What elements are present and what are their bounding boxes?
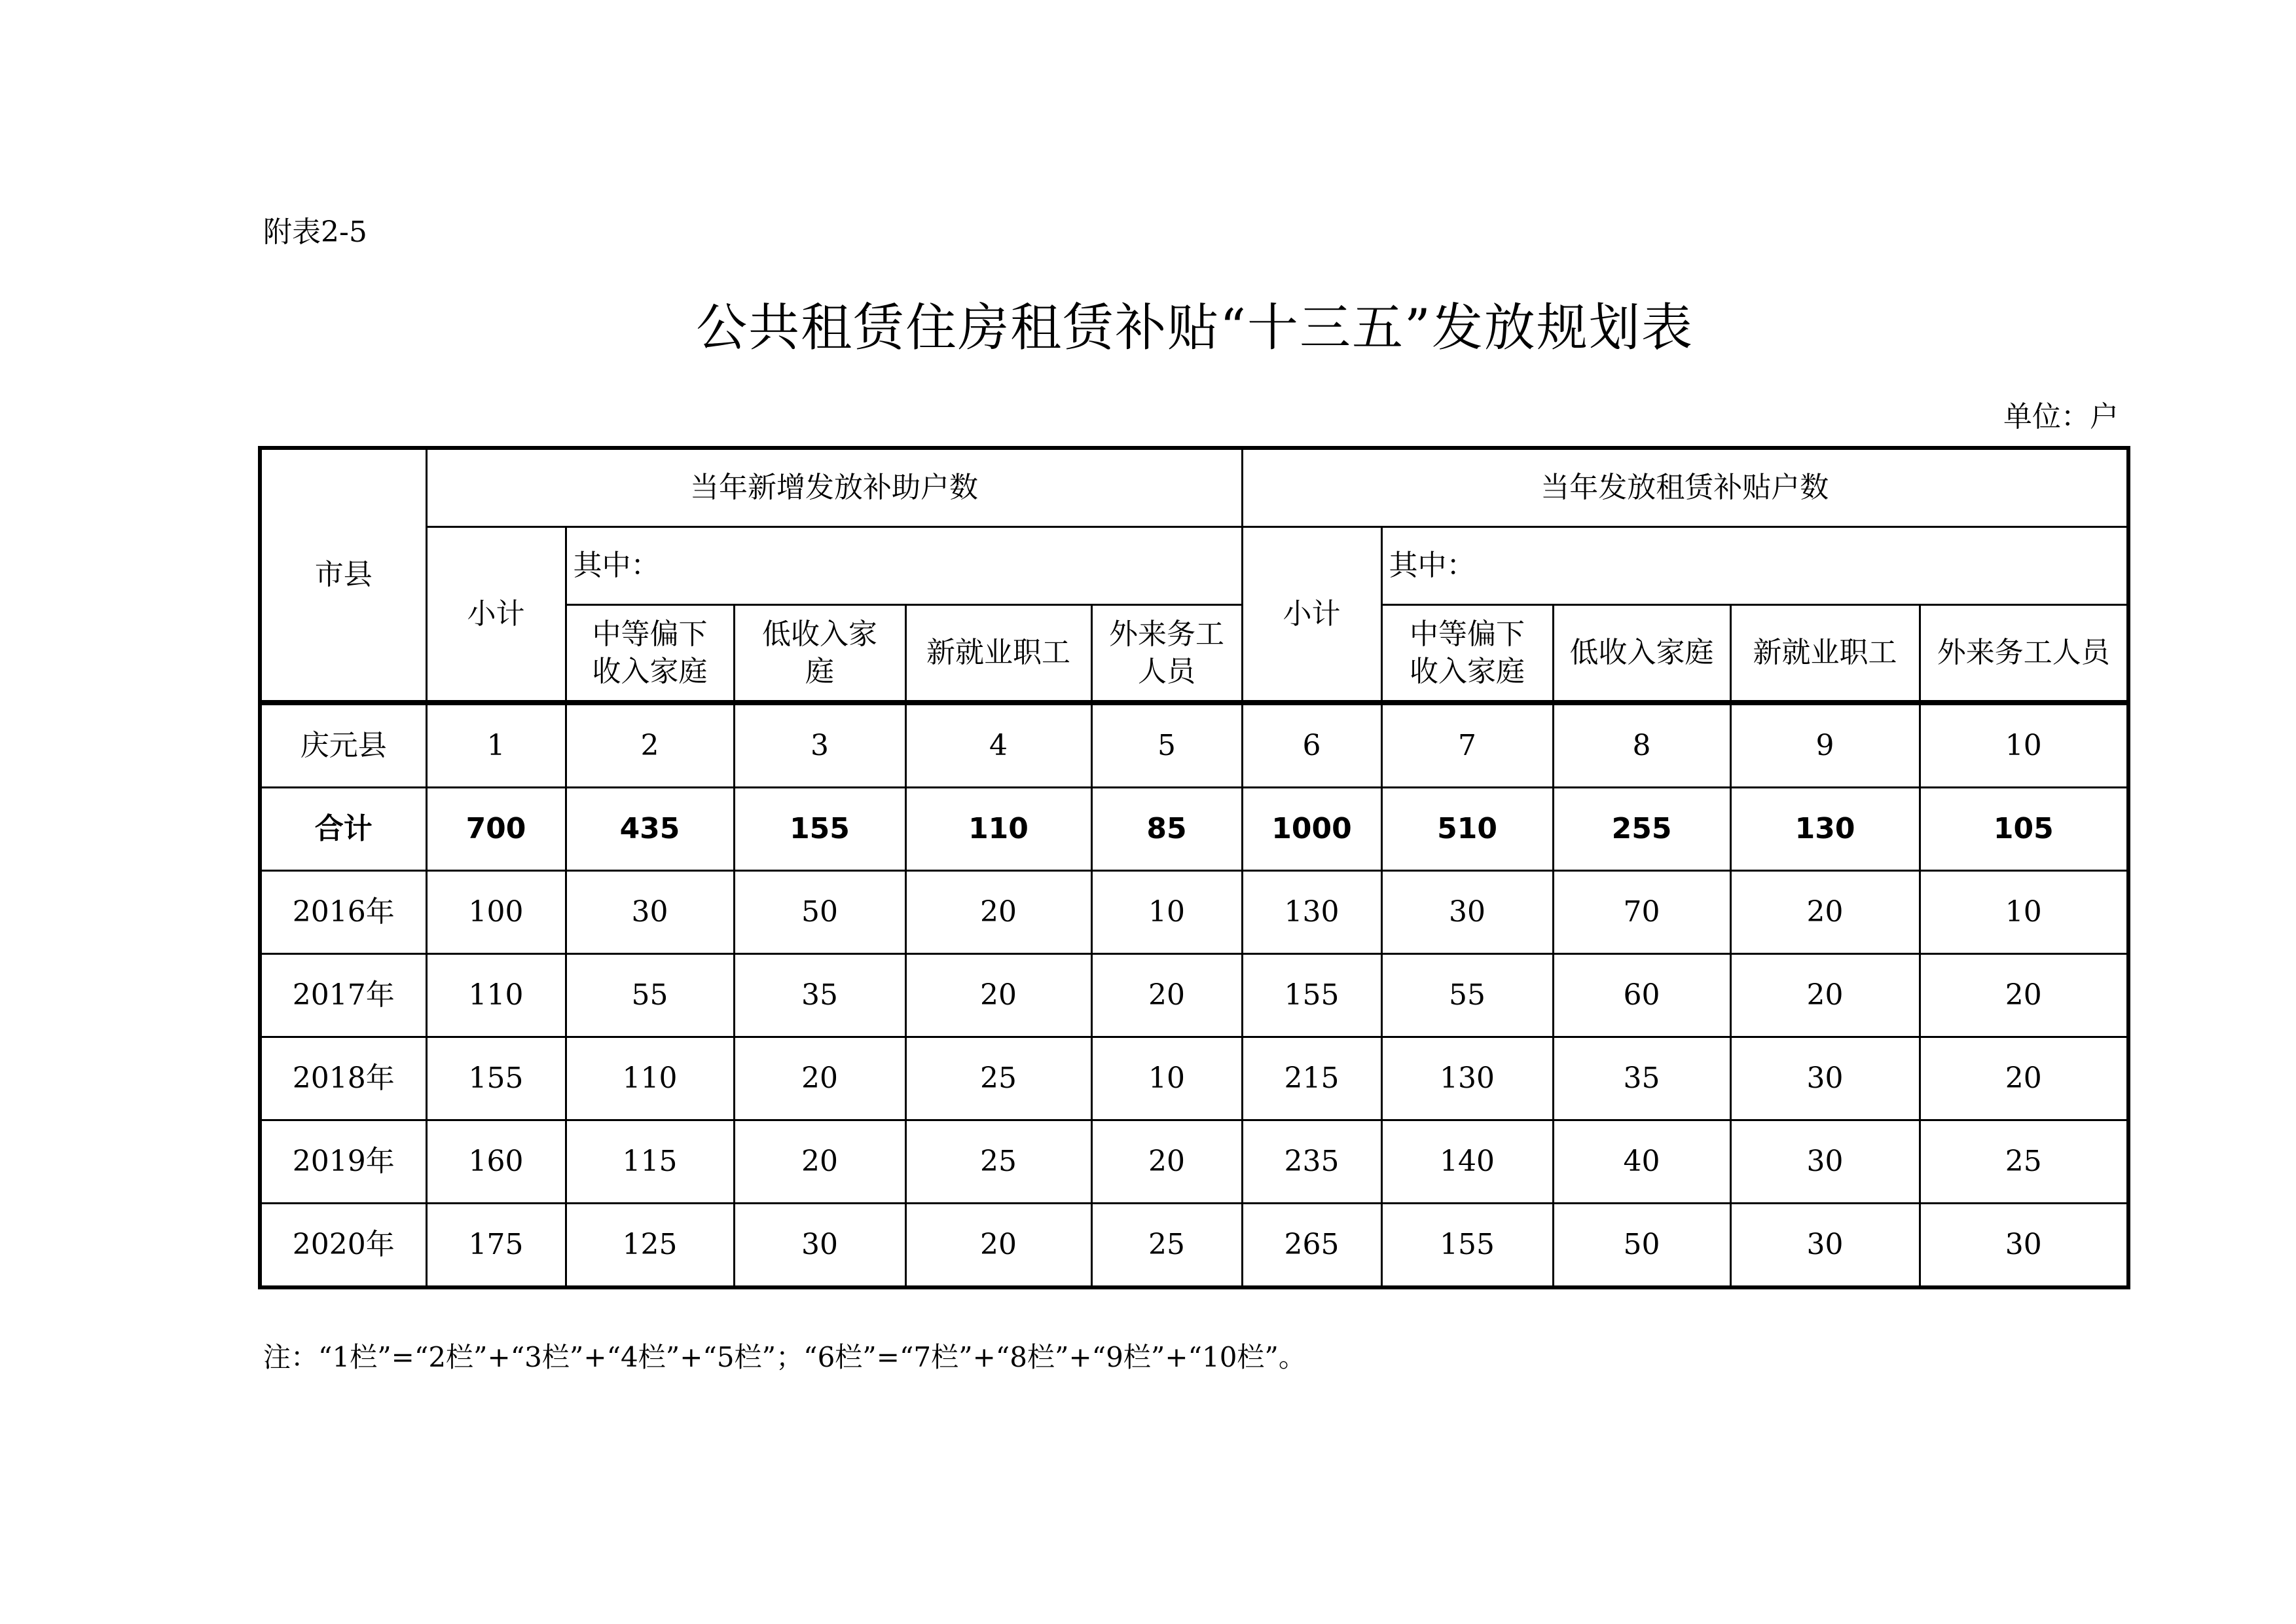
- header-of-which-new: 其中：: [566, 527, 1242, 605]
- table-cell: 35: [1553, 1037, 1730, 1120]
- table-cell: 20: [1091, 1120, 1242, 1204]
- header-migrant-worker-issued: 外来务工人员: [1920, 605, 2128, 703]
- table-cell: 10: [1920, 703, 2128, 788]
- header-low-income-issued: 低收入家庭: [1553, 605, 1730, 703]
- table-cell: 110: [566, 1037, 734, 1120]
- table-cell: 20: [905, 871, 1091, 954]
- table-cell: 4: [905, 703, 1091, 788]
- unit-label: 单位：户: [2003, 400, 2119, 434]
- table-cell: 35: [734, 954, 905, 1037]
- table-cell: 25: [905, 1120, 1091, 1204]
- subsidy-plan-table: [258, 446, 2130, 1289]
- header-group-issued-households: 当年发放租赁补贴户数: [1242, 448, 2128, 527]
- header-new-employee-new: 新就业职工: [905, 605, 1091, 703]
- table-cell: 140: [1381, 1120, 1553, 1204]
- table-cell: 20: [905, 1204, 1091, 1288]
- table-cell: 50: [1553, 1204, 1730, 1288]
- table-cell: 700: [426, 788, 566, 871]
- header-low-income-label: 低收入家庭: [761, 617, 877, 688]
- table-row: [260, 1120, 2128, 1204]
- header-mid-low-income-label: 中等偏下收入家庭: [1410, 617, 1525, 688]
- table-cell: 40: [1553, 1120, 1730, 1204]
- header-migrant-worker-new: [1091, 605, 1242, 703]
- row-label: 合计: [260, 788, 426, 871]
- table-cell: 160: [426, 1120, 566, 1204]
- footnote: 注：“1栏”=“2栏”+“3栏”+“4栏”+“5栏”；“6栏”=“7栏”+“8栏”+“9栏”+“10栏”。: [263, 1341, 1306, 1373]
- table-row: [260, 1037, 2128, 1120]
- table-cell: 20: [1920, 954, 2128, 1037]
- table-cell: 20: [1730, 871, 1920, 954]
- table-cell: 10: [1920, 871, 2128, 954]
- header-city-county: 市县: [260, 448, 426, 703]
- table-cell: 110: [426, 954, 566, 1037]
- table-cell: 25: [905, 1037, 1091, 1120]
- table-cell: 155: [426, 1037, 566, 1120]
- table-cell: 175: [426, 1204, 566, 1288]
- header-mid-low-income-label: 中等偏下收入家庭: [592, 617, 708, 688]
- table-cell: 3: [734, 703, 905, 788]
- table-cell: 255: [1553, 788, 1730, 871]
- table-cell: 30: [1381, 871, 1553, 954]
- table-cell: 50: [734, 871, 905, 954]
- table-cell: 30: [1730, 1204, 1920, 1288]
- table-cell: 7: [1381, 703, 1553, 788]
- header-subtotal-issued: 小计: [1242, 527, 1381, 703]
- row-label: 2019年: [260, 1120, 426, 1204]
- table-cell: 105: [1920, 788, 2128, 871]
- table-cell: 155: [1242, 954, 1381, 1037]
- table-cell: 10: [1091, 871, 1242, 954]
- header-of-which-issued: 其中：: [1381, 527, 2128, 605]
- table-cell: 110: [905, 788, 1091, 871]
- header-mid-low-income-issued: [1381, 605, 1553, 703]
- table-cell: 55: [566, 954, 734, 1037]
- table-row: [260, 954, 2128, 1037]
- table-cell: 235: [1242, 1120, 1381, 1204]
- table-cell: 100: [426, 871, 566, 954]
- table-row: [260, 703, 2128, 788]
- table-cell: 1: [426, 703, 566, 788]
- table-cell: 125: [566, 1204, 734, 1288]
- row-label: 2020年: [260, 1204, 426, 1288]
- table-cell: 20: [734, 1037, 905, 1120]
- table-cell: 155: [734, 788, 905, 871]
- table-cell: 5: [1091, 703, 1242, 788]
- table-cell: 85: [1091, 788, 1242, 871]
- page-title: 公共租赁住房租赁补贴“十三五”发放规划表: [696, 299, 1694, 358]
- table-cell: 435: [566, 788, 734, 871]
- header-low-income-new: [734, 605, 905, 703]
- row-label: 2016年: [260, 871, 426, 954]
- table-cell: 25: [1920, 1120, 2128, 1204]
- table-cell: 6: [1242, 703, 1381, 788]
- table-cell: 8: [1553, 703, 1730, 788]
- table-body: [260, 703, 2128, 1287]
- header-group-new-households: 当年新增发放补助户数: [426, 448, 1242, 527]
- table-cell: 130: [1730, 788, 1920, 871]
- table-cell: 20: [905, 954, 1091, 1037]
- row-label: 庆元县: [260, 703, 426, 788]
- row-label: 2017年: [260, 954, 426, 1037]
- table-row: [260, 788, 2128, 871]
- table-cell: 2: [566, 703, 734, 788]
- table-cell: 20: [1920, 1037, 2128, 1120]
- appendix-label: 附表2-5: [263, 215, 367, 249]
- row-label: 2018年: [260, 1037, 426, 1120]
- table-cell: 25: [1091, 1204, 1242, 1288]
- table-cell: 510: [1381, 788, 1553, 871]
- table-cell: 130: [1381, 1037, 1553, 1120]
- table-cell: 55: [1381, 954, 1553, 1037]
- table-cell: 30: [1730, 1120, 1920, 1204]
- table-cell: 70: [1553, 871, 1730, 954]
- header-mid-low-income-new: [566, 605, 734, 703]
- header-migrant-worker-label: 外来务工人员: [1109, 617, 1224, 688]
- table-cell: 9: [1730, 703, 1920, 788]
- table-cell: 1000: [1242, 788, 1381, 871]
- table-cell: 215: [1242, 1037, 1381, 1120]
- table-row: [260, 871, 2128, 954]
- table-cell: 130: [1242, 871, 1381, 954]
- table-cell: 30: [1920, 1204, 2128, 1288]
- table-cell: 20: [1730, 954, 1920, 1037]
- table-cell: 30: [566, 871, 734, 954]
- table-cell: 30: [734, 1204, 905, 1288]
- table-cell: 155: [1381, 1204, 1553, 1288]
- header-subtotal-new: 小计: [426, 527, 566, 703]
- table-cell: 30: [1730, 1037, 1920, 1120]
- table-cell: 20: [734, 1120, 905, 1204]
- header-new-employee-issued: 新就业职工: [1730, 605, 1920, 703]
- table-cell: 60: [1553, 954, 1730, 1037]
- table-cell: 115: [566, 1120, 734, 1204]
- table-cell: 20: [1091, 954, 1242, 1037]
- table-cell: 10: [1091, 1037, 1242, 1120]
- table-row: [260, 1204, 2128, 1288]
- table-cell: 265: [1242, 1204, 1381, 1288]
